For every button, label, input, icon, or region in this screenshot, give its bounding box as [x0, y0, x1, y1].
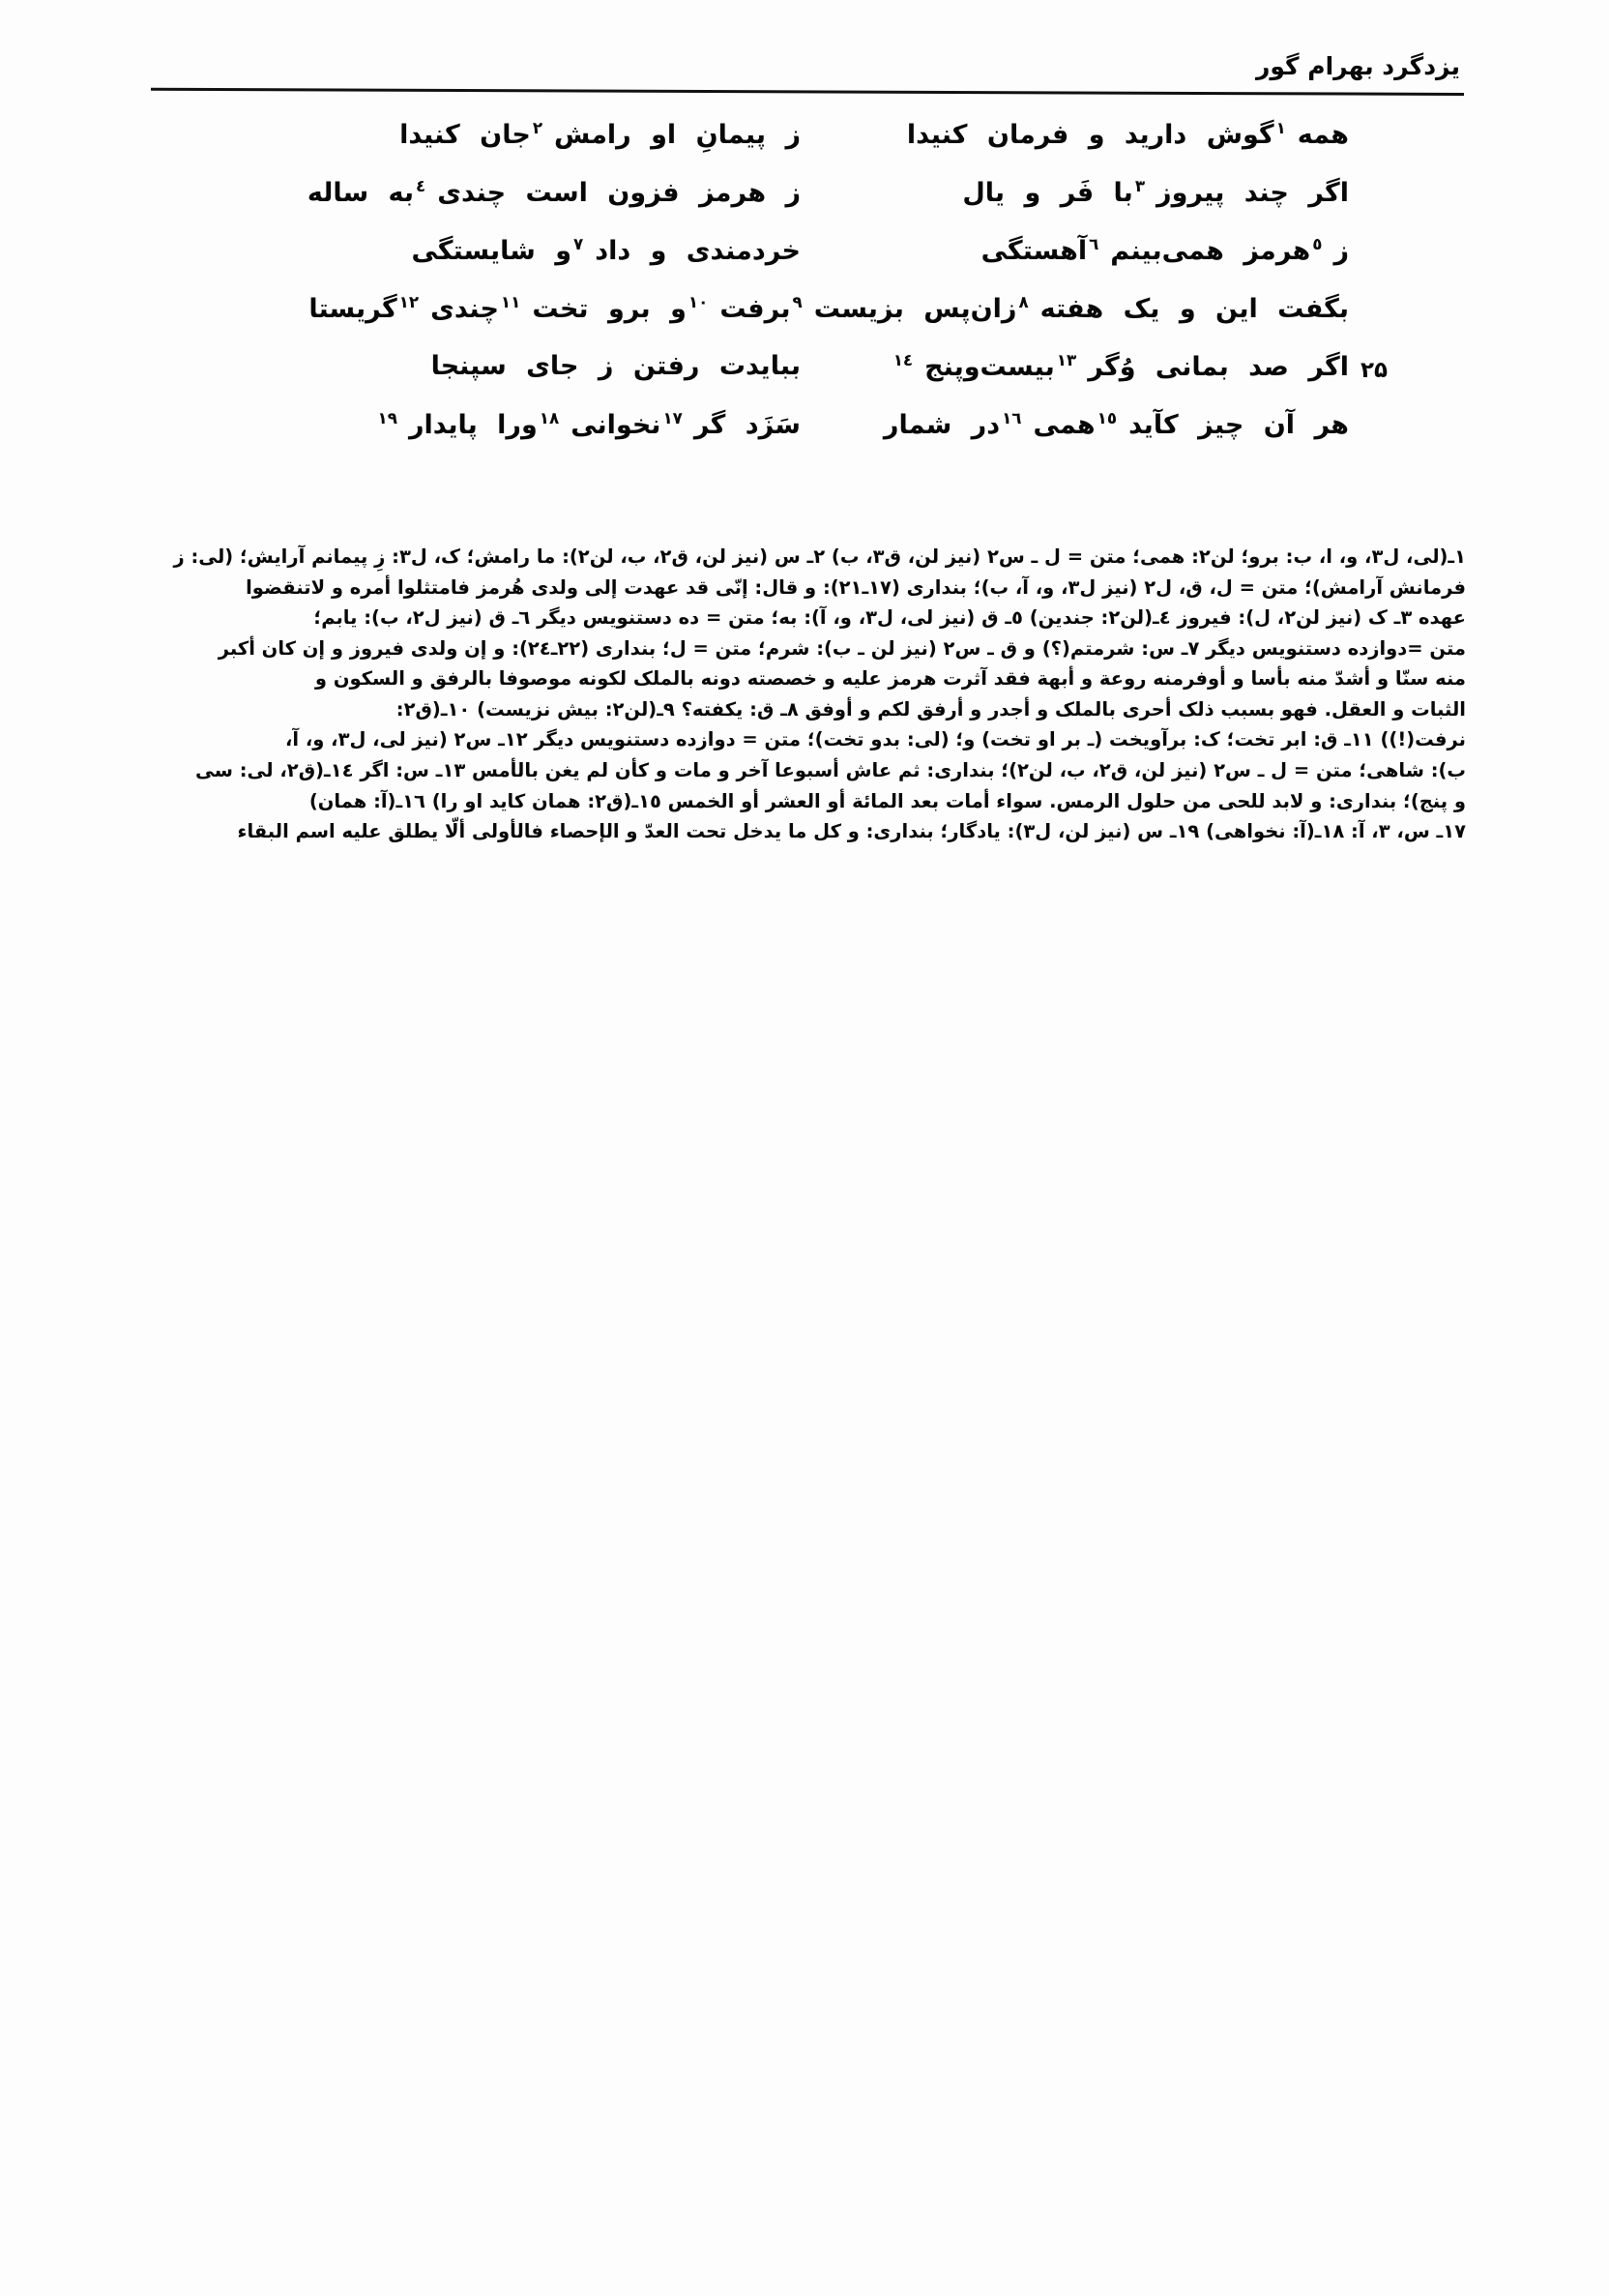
footnote-marker: ١٧ [662, 408, 683, 427]
footnote-marker: ١٣ [1056, 350, 1077, 369]
apparatus-line: فرمانش آرامش)؛ متن = ل، ق، ل٢ (نیز ل٣، و، آ، ب)؛ بنداری (١٧ـ٢١): و قال: إنّی قد عهدت إلی ولدی هُرمز فامتثلوا أمره و لاتنقضوا [246, 575, 1466, 599]
verse-line [256, 234, 1353, 292]
footnote-marker: ١٠ [687, 292, 709, 311]
apparatus-line: ١ـ(لی، ل٣، و، ا، ب: برو؛ لن٢: همی؛ متن = ل ـ س٢ (نیز لن، ق٣، ب) ٢ـ س (نیز لن، ق٢، ب، لن٢): ما رامش؛ ک، ل٣: زِ پیمانم آرایش؛ (لی: ز [173, 545, 1466, 568]
hemistich-first: بگفت این و یک هفته$^٨$زان‌پس بزیست$^٩$ [792, 292, 1349, 324]
page-header [145, 52, 1464, 110]
footnote-marker: ٦ [1089, 234, 1099, 253]
footnote-marker: ٧ [573, 234, 584, 253]
footnote-marker: ١٥ [1097, 408, 1118, 427]
critical-apparatus [143, 542, 1466, 847]
apparatus-line: عهده ٣ـ ک (نیز لن٢، ل): فیروز ٤ـ(لن٢: جندین) ٥ـ ق (نیز لی، ل٣، و، آ): به؛ متن = ده دستنویس دیگر ٦ـ ق (نیز ل٢، ب): یابم؛ [313, 606, 1466, 630]
hemistich-first: ز$^٥$هرمز همی‌بینم$^٦$آهستگی [980, 234, 1349, 266]
footnote-marker: ١ [1275, 118, 1286, 137]
footnote-marker: ٢ [532, 118, 543, 137]
hemistich-second: خردمندی و داد$^٧$و شایستگی [411, 234, 801, 266]
verse-line [256, 408, 1353, 466]
footnote-marker: ٩ [792, 292, 803, 311]
hemistich-first: هر آن چیز کآید$^{١٥}$همی$^{١٦}$در شمار [883, 408, 1349, 440]
footnote-marker: ٣ [1134, 176, 1146, 195]
verse-line [256, 350, 1389, 408]
verse-block [256, 118, 1389, 466]
hemistich-second: ز پیمانِ او رامش$^٢$جان کنیدا [399, 118, 801, 150]
hemistich-second: برفت$^{١٠}$و برو تخت$^{١١}$چندی$^{١٢}$گریستا [308, 292, 791, 324]
footnote-marker: ١٢ [398, 292, 420, 311]
verse-line [256, 176, 1353, 234]
footnote-marker: ٥ [1312, 234, 1323, 253]
footnote-marker: ١٨ [539, 408, 560, 427]
apparatus-line: الثبات و العقل. فهو بسبب ذلک أحری بالملک و أجدر و أرفق لکم و أوفق ٨ـ ق: یکفته؟ ٩ـ(لن٢: بیش نزیست) ١٠ـ(ق٢: [395, 697, 1466, 721]
hemistich-first: اگر صد بمانی وُگر$^{١٣}$بیست‌وپنج$^{١٤}$ [892, 350, 1349, 382]
header-rule [151, 88, 1464, 96]
verse-line [256, 292, 1353, 350]
hemistich-second: ز هرمز فزون است چندی$^٤$به ساله [307, 176, 801, 208]
hemistich-second: بباید‌ت رفتن ز جای سپنجا [430, 351, 801, 381]
running-head: یزدگرد بهرام گور [1255, 52, 1460, 80]
verse-line [256, 118, 1353, 176]
verse-number: ۲۵ [1360, 358, 1389, 383]
apparatus-line: ١٧ـ س، ٣، آ: ١٨ـ(آ: نخواهی) ١٩ـ س (نیز لن، ل٣): یادگار؛ بنداری: و کل ما یدخل تحت العدّ و الإحصاء فالأولی ألّا یطلق علیه اسم البقاء [237, 820, 1466, 843]
footnote-marker: ٤ [416, 176, 426, 195]
apparatus-line: نرفت(!)) ١١ـ ق: ابر تخت؛ ک: برآویخت (ـ بر او تخت) و؛ (لی: بدو تخت)؛ متن = دوازده دستنویس دیگر ١٢ـ س٢ (نیز لی، ل٣، و، آ، [284, 728, 1466, 751]
footnote-marker: ١٦ [1002, 408, 1022, 427]
hemistich-second: سَزَد گر$^{١٧}$نخوانی$^{١٨}$ورا پایدار$^{١٩}$ [377, 408, 801, 440]
hemistich-first: اگر چند پیروز$^٣$با فَر و یال [962, 176, 1349, 208]
apparatus-line: منه سنّا و أشدّ منه بأسا و أوفرمنه روعة و أبهة فقد آثرت هرمز علیه و خصصته دونه بالملک لکونه موصوفا بالرفق و السکون و [314, 667, 1466, 691]
apparatus-line: و پنج)؛ بنداری: و لابد للحی من حلول الرمس. سواء أمات بعد المائة أو العشر أو الخمس ١٥ـ(ق٢: همان کاید او را) ١٦ـ(آ: همان) [308, 789, 1466, 812]
apparatus-line: ب): شاهی؛ متن = ل ـ س٢ (نیز لن، ق٢، ب، لن٢)؛ بنداری: ثم عاش أسبوعا آخر و مات و کأن لم یغن بالأمس ١٣ـ س: اگر ١٤ـ(ق٢، لی: سی [195, 759, 1466, 782]
footnote-marker: ١٩ [377, 408, 397, 427]
footnote-marker: ١١ [500, 292, 521, 311]
hemistich-first: همه$^١$گوش دارید و فرمان کنیدا [906, 118, 1349, 150]
footnote-marker: ١٤ [892, 350, 914, 369]
footnote-marker: ٨ [1018, 292, 1029, 311]
apparatus-line: متن =دوازده دستنویس دیگر ٧ـ س: شرمتم(؟) و ق ـ س٢ (نیز لن ـ ب): شرم؛ متن = ل؛ بنداری (٢٢ـ٢٤): و إن ولدی فیروز و إن کان أکبر [218, 636, 1466, 660]
